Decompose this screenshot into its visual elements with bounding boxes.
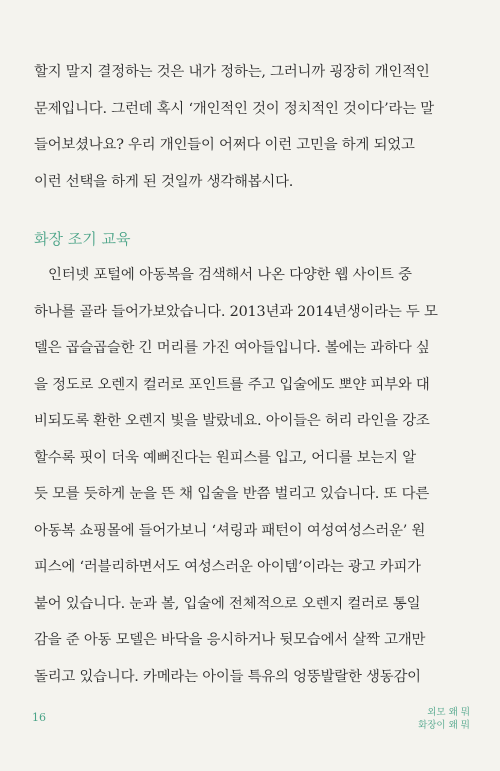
- text-line: 인터넷 포털에 아동복을 검색해서 나온 다양한 웹 사이트 중: [48, 267, 412, 283]
- section-heading: 화장 조기 교육: [34, 230, 131, 248]
- text-line: 델은 곱슬곱슬한 긴 머리를 가진 여아들입니다. 볼에는 과하다 싶: [34, 340, 430, 356]
- running-head-line: 외모 왜 뭐: [427, 707, 470, 718]
- text-line: 듯 모를 듯하게 눈을 뜬 채 입술을 반쯤 벌리고 있습니다. 또 다른: [34, 486, 430, 502]
- body-paragraph-top: [34, 54, 469, 200]
- running-head: [418, 706, 470, 732]
- text-line: 돌리고 있습니다. 카메라는 아이들 특유의 엉뚱발랄한 생동감이: [34, 668, 421, 685]
- text-line: 할수록 핏이 더욱 예뻐진다는 원피스를 입고, 어디를 보는지 알: [34, 449, 416, 466]
- text-line: 붙어 있습니다. 눈과 볼, 입술에 전체적으로 오렌지 컬러로 통일: [34, 595, 421, 612]
- text-line: 할지 말지 결정하는 것은 내가 정하는, 그러니까 굉장히 개인적인: [34, 64, 430, 80]
- text-line: 피스에 ‘러블리하면서도 여성스러운 아이템’이라는 광고 카피가: [34, 559, 421, 575]
- text-line: 을 정도로 오렌지 컬러로 포인트를 주고 입술에도 뽀얀 피부와 대: [34, 376, 430, 393]
- text-line: 들어보셨나요? 우리 개인들이 어쩌다 이런 고민을 하게 되었고: [34, 137, 415, 153]
- text-line: 이런 선택을 하게 된 것일까 생각해봅시다.: [34, 173, 294, 190]
- text-line: 비되도록 환한 오렌지 빛을 발랐네요. 아이들은 허리 라인을 강조: [34, 413, 430, 429]
- body-paragraph-section: [34, 257, 469, 695]
- text-line: 문제입니다. 그런데 혹시 ‘개인적인 것이 정치적인 것이다’라는 말: [34, 100, 434, 117]
- text-line: 하나를 골라 들어가보았습니다. 2013년과 2014년생이라는 두 모: [34, 303, 438, 320]
- page-number: 16: [32, 711, 46, 724]
- text-line: 감을 준 아동 모델은 바닥을 응시하거나 뒷모습에서 살짝 고개만: [34, 632, 426, 648]
- text-line: 아동복 쇼핑몰에 들어가보니 ‘셔링과 패턴이 여성여성스러운’ 원: [34, 522, 426, 539]
- running-head-line: 화장이 왜 뭐: [418, 720, 470, 731]
